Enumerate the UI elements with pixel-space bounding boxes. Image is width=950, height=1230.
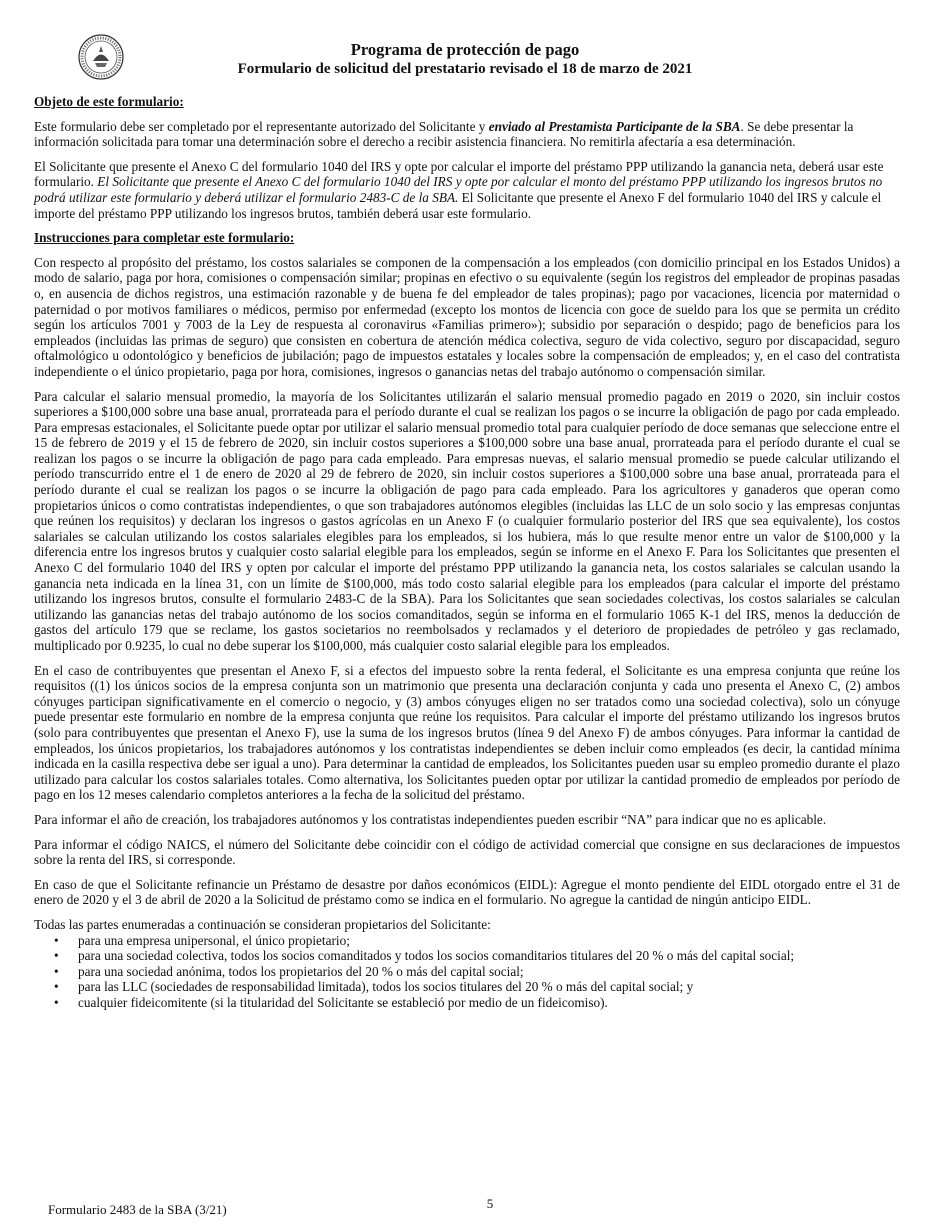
owners-list xyxy=(34,933,900,1011)
purpose-paragraph-2 xyxy=(34,159,900,221)
instructions-paragraph-3: En el caso de contribuyentes que presentan el Anexo F, si a efectos del impuesto sobre la renta federal, el Solicitante es una empresa conjunta que reúne los requisitos ((1) los únicos socios de la empresa conjunta son un matrimonio que presenta una declaración conjunta y cada uno presenta el Anexo C, (2) ambos cónyuges participan significativamente en el comercio o negocio, y (3) ambos cónyuges eligen no ser tratados como una sociedad colectiva), solo un cónyuge puede presentar este formulario en nombre de la empresa conjunta que reúne los requisitos. Para calcular el importe del préstamo utilizando los ingresos brutos (solo para contribuyentes que presentan el Anexo F), use la suma de los ingresos brutos (línea 9 del Anexo F) de ambos cónyuges. Para informar la cantidad de empleados, los únicos propietarios, los trabajadores autónomos y los contratistas independientes se deben incluir como empleados (es decir, la cantidad mínima indicada en la casilla respectiva debe ser igual a uno). Para determinar la cantidad de empleados, los Solicitantes pueden usar su empleo promedio durante el plazo utilizado para calcular los costos salariales totales. Como alternativa, los Solicitantes pueden optar por utilizar la cantidad promedio de empleados por período de pago en los 12 meses calendario completos anteriores a la fecha de la solicitud del préstamo. xyxy=(34,662,900,803)
sba-seal-logo xyxy=(78,34,124,80)
instructions-paragraph-4: Para informar el año de creación, los trabajadores autónomos y los contratistas independientes pueden escribir “NA” para indicar que no es aplicable. xyxy=(34,811,827,827)
purpose-p1-emphasis: enviado al Prestamista Participante de la SBA xyxy=(488,118,741,134)
instructions-paragraph-2: Para calcular el salario mensual promedio, la mayoría de los Solicitantes utilizarán el salario mensual promedio pagado en 2019 o 2020, sin incluir costos superiores a $100,000 sobre una base anual, prorrateada para el período durante el cual se realizan los pagos o se incurre la obligación de pago por cada empleado. Para empresas estacionales, el Solicitante puede optar por utilizar el salario mensual promedio total para cualquier período de doce semanas que seleccione entre el 15 de febrero de 2019 y el 15 de febrero de 2020, sin incluir costos superiores a $100,000 sobre una base anual, prorrateada para el período durante el cual se realizan los pagos o se incurre la obligación de pago para cada empleado. Para empresas nuevas, el salario mensual promedio se puede calcular utilizando el período transcurrido entre el 1 de enero de 2020 al 29 de febrero de 2020, sin incluir costos superiores a $100,000 sobre una base anual, prorrateada para el período durante el cual se realizan los pagos o se incurre la obligación de pago para cada empleado. Para los agricultores y ganaderos que operan como propietarios únicos o como contratistas independientes, o que son trabajadores autónomos elegibles (incluidas las LLC de un solo socio y las empresas conjuntas que reúnen los requisitos) y declaran los ingresos o gastos agrícolas en un Anexo F (o cualquier formulario posterior del IRS que sea equivalente), los costos salariales se calculan utilizando los costos salariales elegibles para los empleados, si los hubiera, más lo que resulte menor entre un valor de $100,000 y la diferencia entre los ingresos brutos y cualquier costo salarial elegible para los empleados, según se informe en el Anexo F. Para los Solicitantes que presenten el Anexo C del formulario 1040 del IRS y opten por calcular el importe del préstamo PPP utilizando la ganancia neta, los costos salariales se calculan usando la ganancia neta indicada en la línea 31, con un límite de $100,000, más todo costo salarial elegible para los empleados (para calcular el importe del préstamo utilizando los ingresos brutos, consulte el formulario 2483-C de la SBA). Para los Solicitantes que sean sociedades colectivas, los costos salariales se calculan utilizando las ganancias netas del trabajo autónomo de los socios comanditados, según se informa en el formulario 1065 K-1 del IRS, menos la deducción de gastos del artículo 179 que se reclame, los gastos societarios no reembolsados y reclamados y el deterioro de propiedades de petróleo y gas reclamado, multiplicado por 0.9235, lo cual no debe superar los $100,000, más cualquier costo salarial elegible para los empleados. xyxy=(34,388,900,653)
list-item: • para las LLC (sociedades de responsabilidad limitada), todos los socios titulares del 20 % o más del capital social; y xyxy=(34,979,900,995)
list-item: • cualquier fideicomitente (si la titularidad del Solicitante se estableció por medio de un fideicomiso). xyxy=(34,995,900,1011)
form-title: Programa de protección de pago xyxy=(350,40,580,59)
form-number-footer: Formulario 2483 de la SBA (3/21) xyxy=(48,1202,227,1217)
purpose-heading: Objeto de este formulario: xyxy=(34,94,184,109)
list-item: • para una sociedad anónima, todos los propietarios del 20 % o más del capital social; xyxy=(34,964,900,980)
list-item: • para una empresa unipersonal, el único propietario; xyxy=(34,933,900,949)
purpose-paragraph-1 xyxy=(34,119,900,150)
list-item: • para una sociedad colectiva, todos los socios comanditados y todos los socios comanditarios titulares del 20 % o más del capital social; xyxy=(34,948,900,964)
page-number: 5 xyxy=(486,1196,494,1211)
purpose-p2-italic: El Solicitante que presente el Anexo C del formulario 1040 del IRS y opte por calcular el monto del préstamo PPP utilizando los ingresos brutos no podrá utilizar este formulario y deberá utilizar el formulario 2483-C de la SBA. xyxy=(34,174,883,205)
instructions-paragraph-6: En caso de que el Solicitante refinancie un Préstamo de desastre por daños económicos (EIDL): Agregue el monto pendiente del EIDL otorgado entre el 31 de enero de 2020 y el 3 de abril de 2020 a la Solicitud de préstamo como se indica en el formulario. No agregue la cantidad de ningún anticipo EIDL. xyxy=(34,876,900,908)
instructions-paragraph-1: Con respecto al propósito del préstamo, los costos salariales se componen de la compensación a los empleados (con domicilio principal en los Estados Unidos) a modo de salario, paga por hora, comisiones o compensación similar; propinas en efectivo o su equivalente (según los registros del empleador de propinas pasadas o, en ausencia de dichos registros, una estimación razonable y de buena fe del empleador de tales propinas); pago por vacaciones, licencia por maternidad o paternidad o por motivos familiares o médicos, permiso por enfermedad (excepto los montos de licencia con goce de sueldo para los que se permita un crédito según los artículos 7001 y 7003 de la Ley de respuesta al coronavirus «Familias primero»); subsidio por separación o despido; pago de beneficios para los empleados (incluidas las primas de seguro) que consisten en cobertura de atención médica colectiva, seguro de vida colectivo, seguro por discapacidad, seguro oftalmológico u odontológico y beneficios de jubilación; pago de impuestos estatales y locales sobre la compensación de empleados; y, en el caso del contratista independiente o el único propietario, paga por hora, comisiones, ingresos o ganancias netas del trabajo autónomo o compensación similar. xyxy=(34,254,900,379)
purpose-p2-text-end: El Solicitante que presente el Anexo F del formulario 1040 del IRS y calcule el importe del préstamo PPP utilizando los ingresos brutos, también deberá usar este formulario. xyxy=(34,189,882,221)
form-subtitle: Formulario de solicitud del prestatario revisado el 18 de marzo de 2021 xyxy=(237,61,693,77)
instructions-heading: Instrucciones para completar este formulario: xyxy=(34,230,295,246)
purpose-p1-text-end: . Se debe presentar la información solicitada para tomar una determinación sobre el derecho a recibir asistencia financiera. No remitirla afectaría a esa determinación. xyxy=(34,118,854,150)
owners-intro: Todas las partes enumeradas a continuación se consideran propietarios del Solicitante: xyxy=(34,916,491,932)
form-header xyxy=(150,40,780,79)
instructions-paragraph-5: Para informar el código NAICS, el número del Solicitante debe coincidir con el código de actividad comercial que consigne en sus declaraciones de impuestos sobre la renta del IRS, si corresponde. xyxy=(34,836,900,868)
form-instructions-body xyxy=(34,94,900,1010)
purpose-p2-text: El Solicitante que presente el Anexo C del formulario 1040 del IRS y opte por calcular el importe del préstamo PPP utilizando la ganancia neta, deberá usar este formulario. xyxy=(34,158,884,190)
purpose-p1-text: Este formulario debe ser completado por el representante autorizado del Solicitante y xyxy=(34,118,489,134)
